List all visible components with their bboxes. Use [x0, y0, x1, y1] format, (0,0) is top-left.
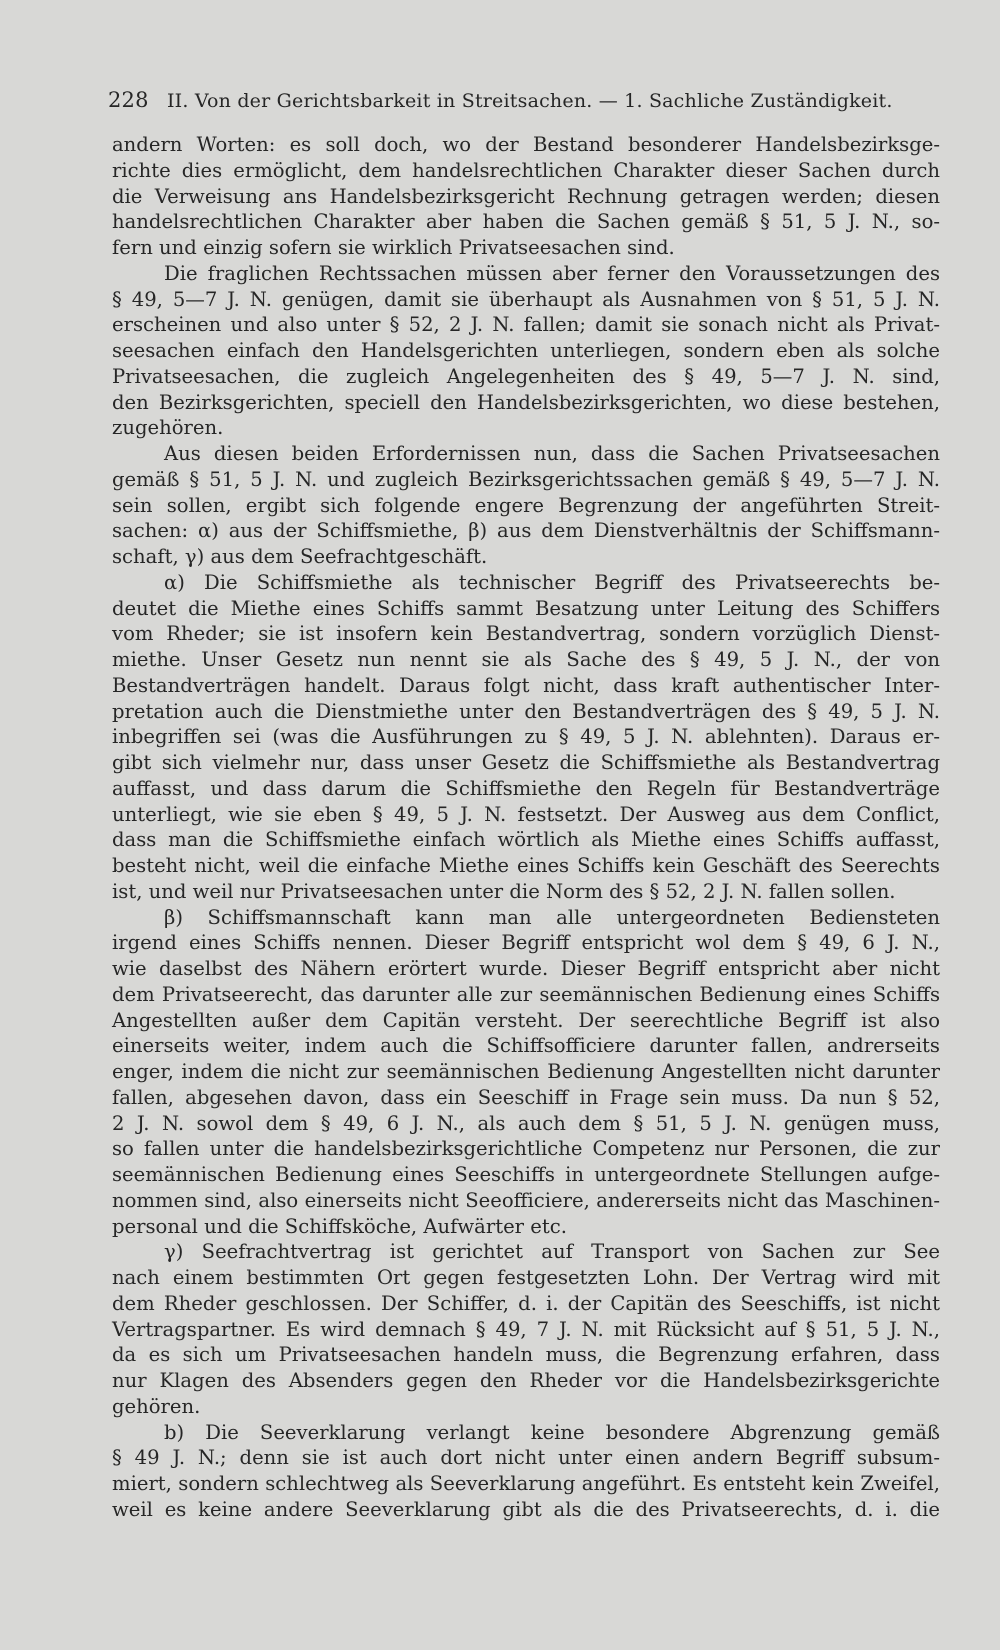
- text-line: richte dies ermöglicht, dem handelsrechtlichen Charakter dieser Sachen durch: [112, 158, 940, 182]
- text-line: zugehören.: [112, 416, 224, 440]
- text-line: handelsrechtlichen Charakter aber haben die Sachen gemäß § 51, 5 J. N., so-: [112, 210, 940, 234]
- text-line: gibt sich vielmehr nur, dass unser Gesetz die Schiffsmiethe als Bestandvertrag: [112, 751, 940, 774]
- text-line: sein sollen, ergibt sich folgende engere Begrenzung der angeführten Streit-: [112, 493, 940, 517]
- text-line: dem Privatseerecht, das darunter alle zur seemännischen Bedienung eines Schiffs: [112, 982, 940, 1006]
- text-line: nur Klagen des Absenders gegen den Rheder vor die Handelsbezirksgerichte: [112, 1369, 940, 1392]
- body-text: [112, 132, 940, 1523]
- text-line: so fallen unter die handelsbezirksgerichtliche Competenz nur Personen, die zur: [112, 1137, 940, 1161]
- text-line: Aus diesen beiden Erfordernissen nun, dass die Sachen Privatseesachen: [164, 442, 940, 465]
- text-line: wie daselbst des Nähern erörtert wurde. Dieser Begriff entspricht aber nicht: [112, 957, 940, 980]
- text-line: deutet die Miethe eines Schiffs sammt Besatzung unter Leitung des Schiffers: [112, 596, 940, 620]
- text-line: enger, indem die nicht zur seemännischen Bedienung Angestellten nicht darunter: [112, 1060, 940, 1083]
- text-line: α) Die Schiffsmiethe als technischer Begriff des Privatseerechts be-: [164, 570, 940, 594]
- text-line: § 49 J. N.; denn sie ist auch dort nicht unter einen andern Begriff subsum-: [112, 1446, 940, 1470]
- text-line: seesachen einfach den Handelsgerichten unterliegen, sondern eben als solche: [112, 339, 940, 362]
- text-line: γ) Seefrachtvertrag ist gerichtet auf Transport von Sachen zur See: [164, 1240, 940, 1264]
- text-line: Privatseesachen, die zugleich Angelegenheiten des § 49, 5—7 J. N. sind,: [112, 364, 940, 388]
- text-line: dass man die Schiffsmiethe einfach wörtlich als Miethe eines Schiffs auffasst,: [112, 828, 940, 852]
- text-line: ist, und weil nur Privatseesachen unter die Norm des § 52, 2 J. N. fallen sollen.: [112, 879, 896, 903]
- text-line: § 49, 5—7 J. N. genügen, damit sie überhaupt als Ausnahmen von § 51, 5 J. N.: [112, 287, 940, 311]
- text-line: weil es keine andere Seeverklarung gibt als die des Privatseerechts, d. i. die: [112, 1497, 940, 1521]
- text-line: pretation auch die Dienstmiethe unter den Bestandverträgen des § 49, 5 J. N.: [112, 699, 940, 723]
- text-line: andern Worten: es soll doch, wo der Bestand besonderer Handelsbezirksge-: [112, 133, 940, 156]
- text-line: nommen sind, also einerseits nicht Seeofficiere, andererseits nicht das Maschinen-: [112, 1188, 940, 1212]
- text-line: fern und einzig sofern sie wirklich Privatseesachen sind.: [112, 236, 675, 259]
- text-line: unterliegt, wie sie eben § 49, 5 J. N. festsetzt. Der Ausweg aus dem Conflict,: [112, 802, 940, 826]
- text-line: die Verweisung ans Handelsbezirksgericht Rechnung getragen werden; diesen: [112, 184, 940, 208]
- text-line: sachen: α) aus der Schiffsmiethe, β) aus dem Dienstverhältnis der Schiffsmann-: [112, 519, 940, 543]
- text-line: einerseits weiter, indem auch die Schiffsofficiere darunter fallen, andrerseits: [112, 1034, 940, 1058]
- text-line: miethe. Unser Gesetz nun nennt sie als Sache des § 49, 5 J. N., der von: [112, 648, 940, 671]
- text-line: personal und die Schiffsköche, Aufwärter etc.: [112, 1214, 567, 1238]
- text-line: Bestandverträgen handelt. Daraus folgt nicht, dass kraft authentischer Inter-: [112, 673, 940, 697]
- page-number: 228: [108, 88, 149, 112]
- text-line: Vertragspartner. Es wird demnach § 49, 7 J. N. mit Rücksicht auf § 51, 5 J. N.,: [112, 1317, 940, 1341]
- text-line: besteht nicht, weil die einfache Miethe eines Schiffs kein Geschäft des Seerechts: [112, 854, 940, 877]
- text-line: erscheinen und also unter § 52, 2 J. N. fallen; damit sie sonach nicht als Privat-: [112, 313, 940, 337]
- text-line: 2 J. N. sowol dem § 49, 6 J. N., als auch dem § 51, 5 J. N. genügen muss,: [112, 1111, 940, 1135]
- text-line: auffasst, und dass darum die Schiffsmiethe den Regeln für Bestandverträge: [112, 776, 940, 800]
- text-line: seemännischen Bedienung eines Seeschiffs in untergeordnete Stellungen aufge-: [112, 1163, 940, 1186]
- text-line: Angestellten außer dem Capitän versteht. Der seerechtliche Begriff ist also: [112, 1008, 940, 1032]
- text-line: da es sich um Privatseesachen handeln muss, die Begrenzung erfahren, dass: [112, 1343, 940, 1367]
- text-line: inbegriffen sei (was die Ausführungen zu § 49, 5 J. N. ablehnten). Daraus er-: [112, 725, 940, 749]
- text-line: irgend eines Schiffs nennen. Dieser Begriff entspricht wol dem § 49, 6 J. N.,: [112, 931, 940, 955]
- text-line: gemäß § 51, 5 J. N. und zugleich Bezirksgerichtssachen gemäß § 49, 5—7 J. N.: [112, 467, 940, 491]
- text-line: fallen, abgesehen davon, dass ein Seeschiff in Frage sein muss. Da nun § 52,: [112, 1085, 940, 1109]
- text-line: den Bezirksgerichten, speciell den Handelsbezirksgerichten, wo diese bestehen,: [112, 390, 940, 414]
- text-line: schaft, γ) aus dem Seefrachtgeschäft.: [112, 545, 488, 568]
- text-line: vom Rheder; sie ist insofern kein Bestandvertrag, sondern vorzüglich Dienst-: [112, 622, 940, 646]
- running-title: II. Von der Gerichtsbarkeit in Streitsachen. — 1. Sachliche Zuständigkeit.: [166, 90, 893, 112]
- text-line: β) Schiffsmannschaft kann man alle untergeordneten Bediensteten: [164, 905, 940, 929]
- text-line: miert, sondern schlechtweg als Seeverklarung angeführt. Es entsteht kein Zweifel,: [112, 1472, 940, 1495]
- text-line: b) Die Seeverklarung verlangt keine besondere Abgrenzung gemäß: [164, 1420, 940, 1444]
- running-header: [108, 88, 893, 112]
- text-line: Die fraglichen Rechtssachen müssen aber ferner den Voraussetzungen des: [164, 261, 940, 285]
- text-line: nach einem bestimmten Ort gegen festgesetzten Lohn. Der Vertrag wird mit: [112, 1266, 940, 1289]
- text-line: gehören.: [112, 1394, 201, 1418]
- text-line: dem Rheder geschlossen. Der Schiffer, d. i. der Capitän des Seeschiffs, ist nicht: [112, 1291, 940, 1315]
